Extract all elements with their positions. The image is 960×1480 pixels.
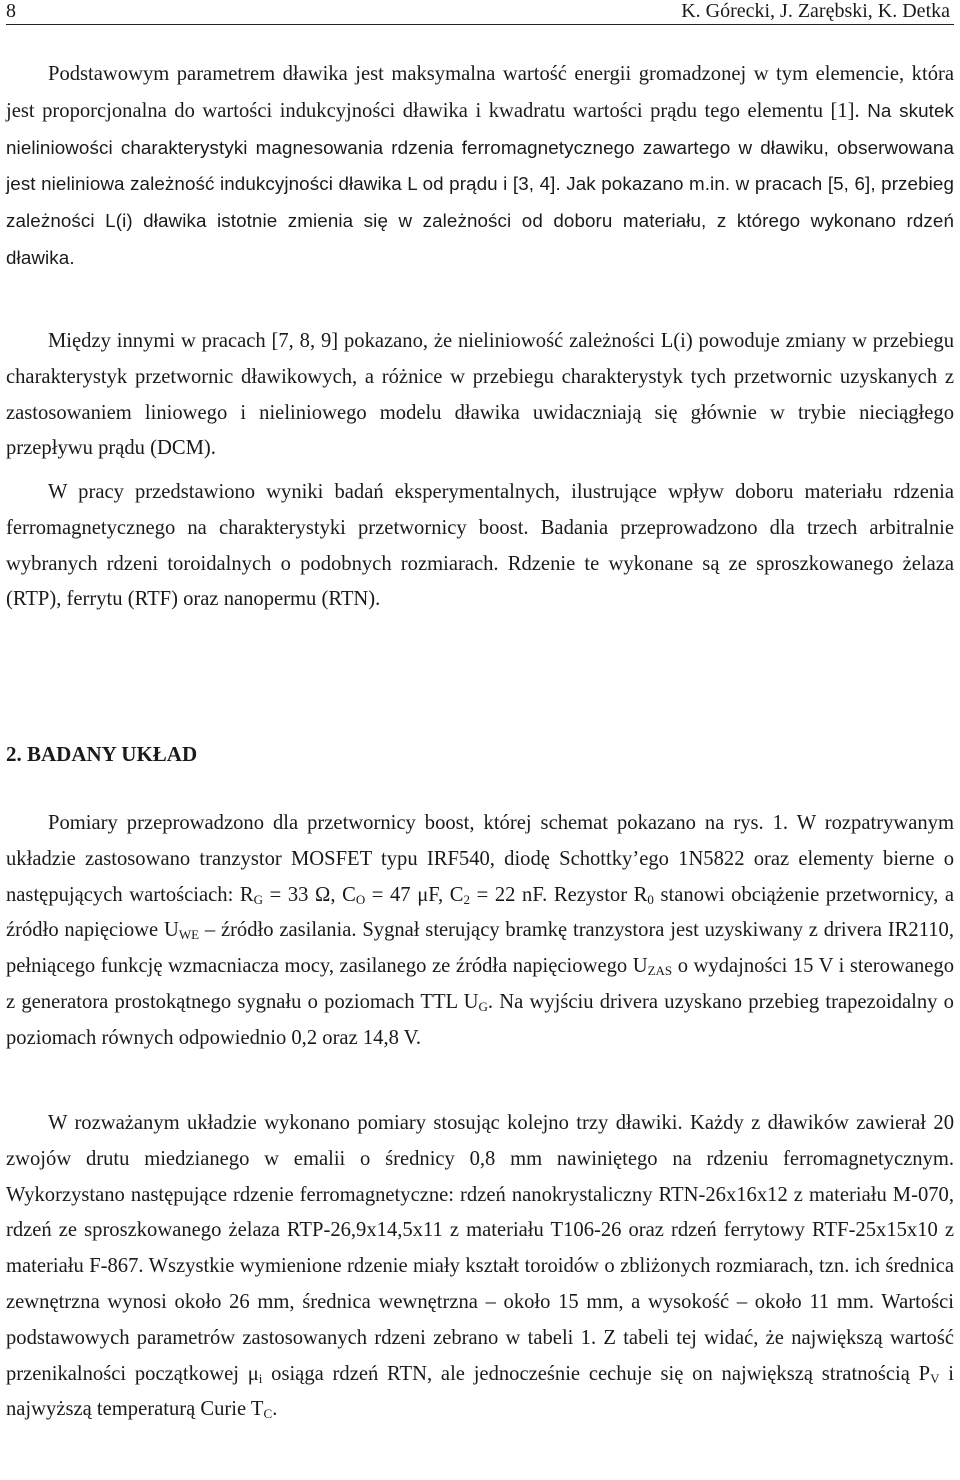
paragraph-intro	[6, 57, 954, 277]
page-number: 8	[6, 0, 16, 22]
paragraph-cores: W rozważanym układzie wykonano pomiary stosując kolejno trzy dławiki. Każdy z dławików zawierał 20 zwojów drutu miedzianego w emalii o średnicy 0,8 mm nawiniętego na rdzeniu ferromagnetycznym. Wykorzystano następujące rdzenie ferromagnetyczne: rdzeń nanokrystaliczny RTN-26x16x12 z materiału M-070, rdzeń ze sproszkowanego żelaza RTP-26,9x14,5x11 z materiału T106-26 oraz rdzeń ferrytowy RTF-25x15x10 z materiału F-867. Wszystkie wymienione rdzenie miały kształt toroidów o zbliżonych rozmiarach, tzn. ich średnica zewnętrzna wynosi około 26 mm, średnica wewnętrzna – około 15 mm, a wysokość – około 11 mm. Wartości podstawowych parametrów zastosowanych rdzeni zebrano w tabeli 1. Z tabeli tej widać, że największą wartość przenikalności początkowej $\mu_i$ osiąga rdzeń RTN, ale jednocześnie cechuje się on największą stratnością $P_V$ i najwyższą temperaturą Curie $T_C$.	[6, 1112, 954, 1422]
document-page	[6, 0, 954, 1480]
running-authors: K. Górecki, J. Zarębski, K. Detka	[681, 0, 950, 22]
page-header	[6, 0, 954, 25]
paragraph-setup: Pomiary przeprowadzono dla przetwornicy boost, której schemat pokazano na rys. 1. W rozpatrywanym układzie zastosowano tranzystor MOSFET typu IRF540, diodę Schottky’ego 1N5822 oraz elementy bierne o następujących wartościach: $R_G = 33$ Ω, $C_O = 47$ μF, $C_2 = 22$ nF. Rezystor $R_0$ stanowi obciążenie przetwornicy, a źródło napięciowe $U_{WE}$ – źródło zasilania. Sygnał sterujący bramkę tranzystora jest uzyskiwany z drivera IR2110, pełniącego funkcję wzmacniacza mocy, zasilanego ze źródła napięciowego $U_{ZAS}$ o wydajności 15 V i sterowanego z generatora prostokątnego sygnału o poziomach TTL $U_G$. Na wyjściu drivera uzyskano przebieg trapezoidalny o poziomach równych odpowiednio 0,2 oraz 14,8 V.	[6, 812, 954, 1049]
paragraph-scope: W pracy przedstawiono wyniki badań eksperymentalnych, ilustrujące wpływ doboru materiału rdzenia ferromagnetycznego na charakterystyki przetwornicy boost. Badania przeprowadzono dla trzech arbitralnie wybranych rdzeni toroidalnych o podobnych rozmiarach. Rdzenie te wykonane są ze sproszkowanego żelaza (RTP), ferrytu (RTF) oraz nanopermu (RTN).	[6, 481, 954, 611]
intro-text-2: Na skutek nieliniowości charakterystyki magnesowania rdzenia ferromagnetycznego zawartego w dławiku, obserwowana jest nieliniowa zależność indukcyjności dławika L od prądu i [3, 4]. Jak pokazano m.in. w pracach [5, 6], przebieg zależności L(i) dławika istotnie zmienia się w zależności od doboru materiału, z którego wykonano rdzeń dławika.	[6, 99, 954, 268]
section-heading: 2. BADANY UKŁAD	[6, 742, 198, 766]
intro-text-1: Podstawowym parametrem dławika jest maksymalna wartość energii gromadzonej w tym elemencie, która jest proporcjonalna do wartości indukcyjności dławika i kwadratu wartości prądu tego elementu [1].	[6, 63, 954, 122]
paragraph-nonlinearity: Między innymi w pracach [7, 8, 9] pokazano, że nieliniowość zależności L(i) powoduje zmiany w przebiegu charakterystyk przetwornic dławikowych, a różnice w przebiegu charakterystyk tych przetwornic uzyskanych z zastosowaniem liniowego i nieliniowego modelu dławika uwidaczniają się głównie w trybie nieciągłego przepływu prądu (DCM).	[6, 330, 954, 460]
